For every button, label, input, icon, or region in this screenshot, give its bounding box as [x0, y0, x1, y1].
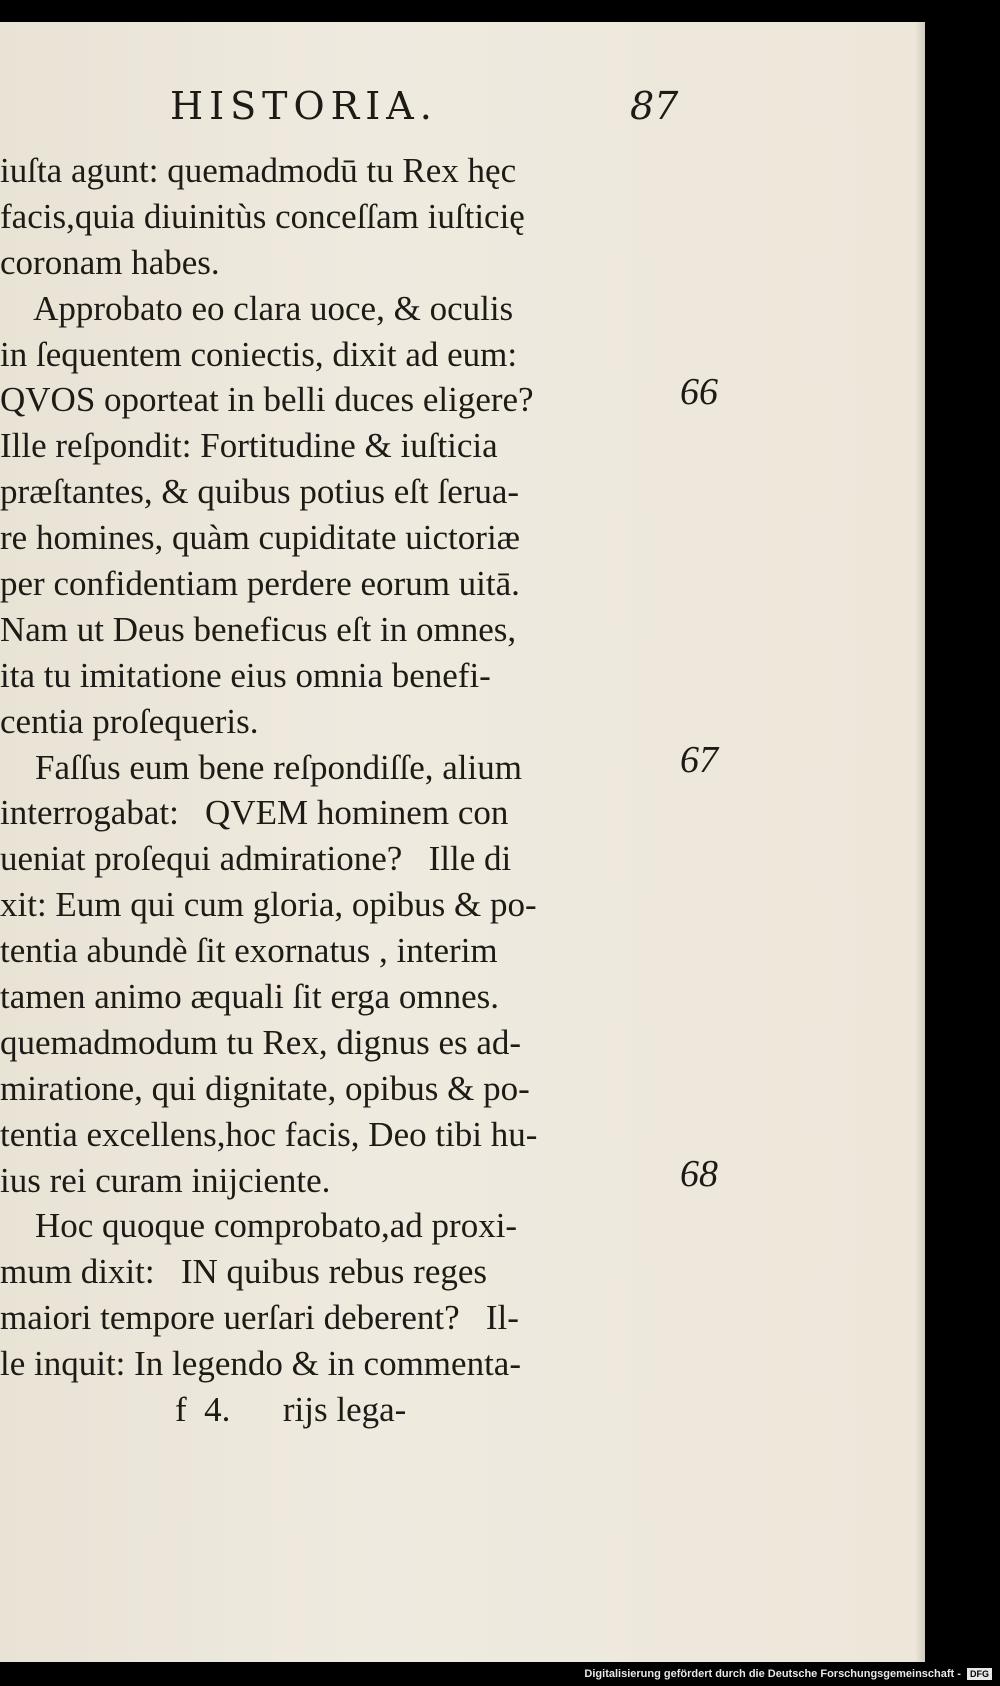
text-line: ueniat proſequi admiratione? Ille di	[0, 839, 512, 879]
body-text	[0, 148, 665, 1433]
catchword-line: f 4. rijs lega-	[0, 1390, 407, 1430]
text-line: Approbato eo clara uoce, & oculis	[0, 288, 514, 328]
text-line: quemadmodum tu Rex, dignus es ad-	[0, 1022, 522, 1062]
credit-text: Digitalisierung gefördert durch die Deutsche Forschungsgemeinschaft -	[584, 1667, 961, 1680]
text-line: per confidentiam perdere eorum uitā.	[0, 564, 520, 604]
text-line: tentia abundè ſit exornatus , interim	[0, 931, 498, 971]
text-line: facis,quia diuinitùs conceſſam iuſticię	[0, 196, 525, 236]
text-line: coronam habes.	[0, 242, 220, 282]
text-line: miratione, qui dignitate, opibus & po-	[0, 1068, 530, 1108]
text-line: iuſta agunt: quemadmodū tu Rex hęc	[0, 151, 517, 190]
text-line: re homines, quàm cupiditate uictoriæ	[0, 518, 521, 558]
dfg-logo: DFG	[967, 1668, 992, 1680]
text-line: ius rei curam inijciente.	[0, 1160, 331, 1200]
text-line: in ſequentem coniectis, dixit ad eum:	[0, 334, 518, 374]
text-line: QVOS oporteat in belli duces eligere?	[0, 380, 534, 420]
text-line: ita tu imitatione eius omnia benefi-	[0, 655, 491, 695]
text-line: tentia excellens,hoc facis, Deo tibi hu-	[0, 1114, 538, 1154]
text-line: Nam ut Deus beneficus eſt in omnes,	[0, 609, 517, 649]
text-line: xit: Eum qui cum gloria, opibus & po-	[0, 885, 537, 925]
text-line: Ille reſpondit: Fortitudine & iuſticia	[0, 426, 498, 466]
margin-note-66: 66	[680, 371, 718, 413]
margin-note-68: 68	[680, 1153, 718, 1195]
header-title: HISTORIA.	[170, 84, 438, 128]
text-line: le inquit: In legendo & in commenta-	[0, 1344, 521, 1384]
text-line: Hoc quoque comprobato,ad proxi-	[0, 1206, 518, 1246]
text-line: mum dixit: IN quibus rebus reges	[0, 1252, 488, 1292]
text-line: Faſſus eum bene reſpondiſſe, alium	[0, 747, 522, 787]
text-line: præſtantes, & quibus potius eſt ſerua-	[0, 472, 520, 512]
text-line: tamen animo æquali ſit erga omnes.	[0, 977, 499, 1017]
book-page	[0, 22, 925, 1662]
text-line: maiori tempore uerſari deberent? Il-	[0, 1298, 519, 1338]
page-number: 87	[630, 84, 679, 128]
text-line: centia proſequeris.	[0, 701, 259, 741]
text-line: interrogabat: QVEM hominem con	[0, 793, 509, 833]
running-header	[170, 84, 679, 134]
margin-note-67: 67	[680, 739, 718, 781]
digitization-credit	[584, 1668, 992, 1680]
